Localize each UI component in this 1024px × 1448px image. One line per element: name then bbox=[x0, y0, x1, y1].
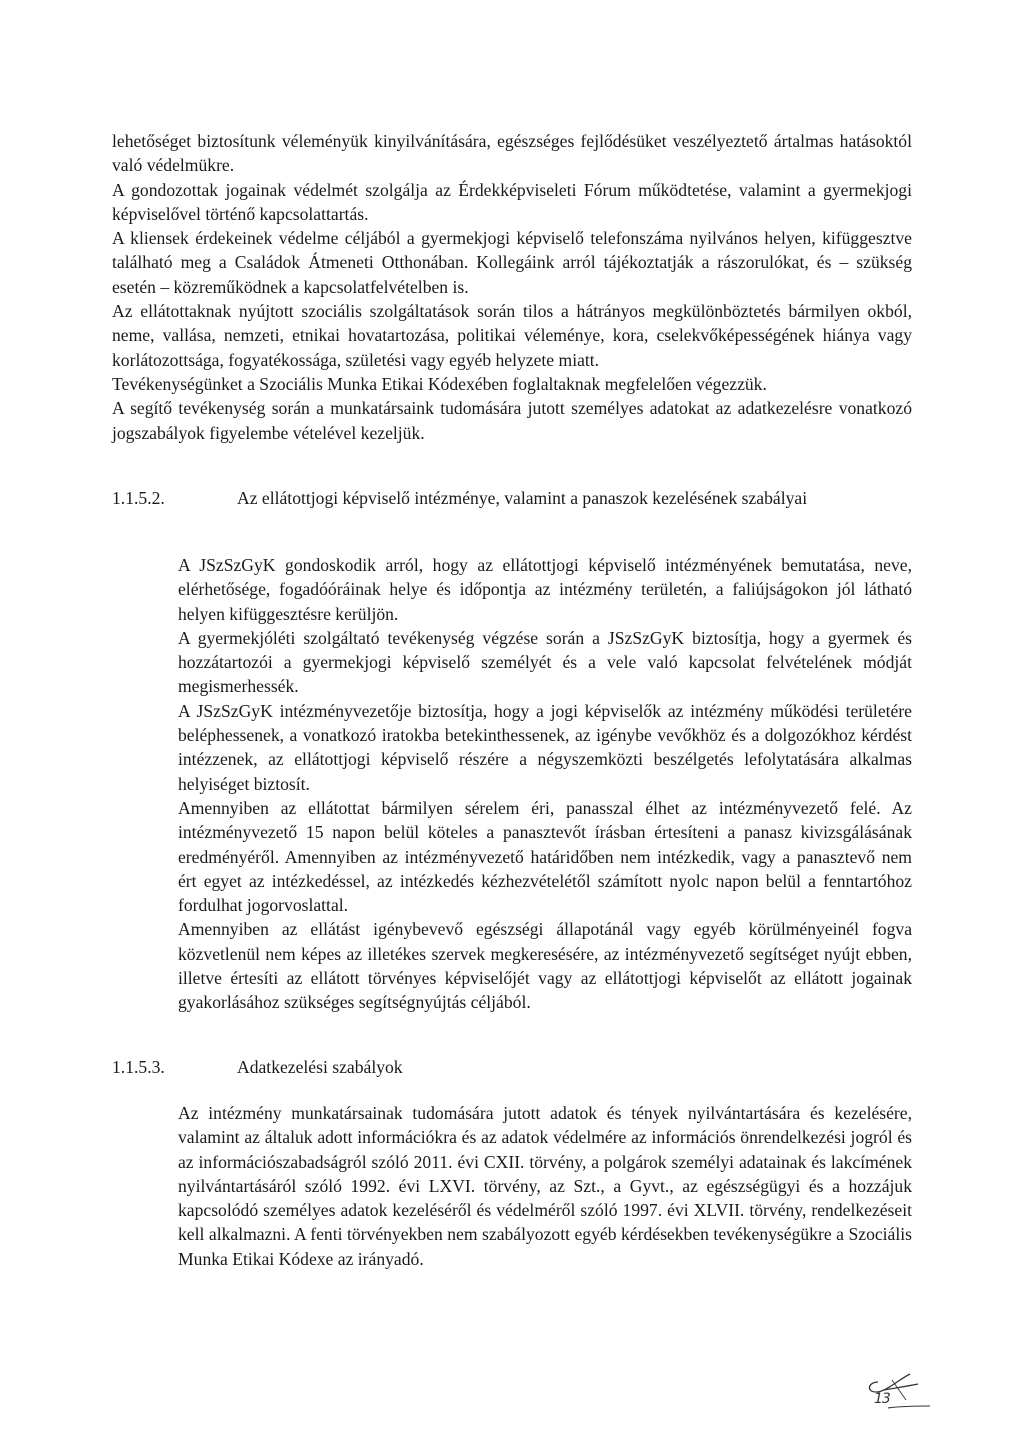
intro-paragraph: A kliensek érdekeinek védelme céljából a gyermekjogi képviselő telefonszáma nyilvános helyen, kifüggesztve található meg a Családok Átmeneti Otthonában. Kollegáink arról tájékoztatják a rászorulókat, és – szükség esetén – közreműködnek a kapcsolatfelvételben is. bbox=[112, 228, 912, 297]
intro-text bbox=[112, 129, 912, 445]
section-paragraph: Amennyiben az ellátottat bármilyen sérelem éri, panasszal élhet az intézményvezető felé. Az intézményvezető 15 napon belül köteles a panasztevőt írásban értesíteni a panasz kivizsgálásának eredményéről. Amennyiben az intézményvezető határidőben nem intézkedik, vagy a panasztevő nem ért egyet az intézkedéssel, az intézkedés kézhezvételétől számított nyolc napon belül a fenntartóhoz fordulhat jogorvoslattal. bbox=[178, 797, 912, 916]
section-body-1153 bbox=[178, 1101, 912, 1271]
section-paragraph: A gyermekjóléti szolgáltató tevékenység végzése során a JSzSzGyK biztosítja, hogy a gyermek és hozzátartozói a gyermekjogi képviselő személyét és a vele való kapcsolat felvételének módját megismerhessék. bbox=[178, 627, 912, 697]
intro-paragraph: Az ellátottaknak nyújtott szociális szolgáltatások során tilos a hátrányos megkülönböztetés bármilyen okból, neme, vallása, nemzeti, etnikai hovatartozása, politikai véleménye, kora, cselekvőképességének hiánya vagy korlátozottsága, fogyatékossága, születési vagy egyéb helyzete miatt. bbox=[112, 301, 912, 370]
intro-paragraph: Tevékenységünket a Szociális Munka Etikai Kódexében foglaltaknak megfelelően végezzük. bbox=[112, 373, 767, 394]
intro-paragraph: lehetőséget biztosítunk véleményük kinyilvánítására, egészséges fejlődésüket veszélyeztető ártalmas hatásoktól való védelmükre. bbox=[112, 131, 912, 176]
handwritten-signature-icon bbox=[858, 1360, 938, 1420]
section-number: 1.1.5.2. bbox=[112, 488, 165, 508]
section-title: Adatkezelési szabályok bbox=[237, 1057, 403, 1077]
section-body-1152 bbox=[178, 553, 912, 1015]
section-title: Az ellátottjogi képviselő intézménye, valamint a panaszok kezelésének szabályai bbox=[237, 488, 808, 508]
intro-paragraph: A segítő tevékenység során a munkatársaink tudomására jutott személyes adatokat az adatkezelésre vonatkozó jogszabályok figyelembe vételével kezeljük. bbox=[112, 398, 912, 443]
intro-paragraph: A gondozottak jogainak védelmét szolgálja az Érdekképviseleti Fórum működtetése, valamint a gyermekjogi képviselővel történő kapcsolattartás. bbox=[112, 179, 912, 224]
section-paragraph: Az intézmény munkatársainak tudomására jutott adatok és tények nyilvántartására és kezelésére, valamint az általuk adott információkra és az adatok védelmére az információs önrendelkezési jogról és az információszabadságról szóló 2011. évi CXII. törvény, a polgárok személyi adatainak és lakcímének nyilvántartásáról szóló 1992. évi LXVI. törvény, az Szt., a Gyvt., az egészségügyi és a hozzájuk kapcsolódó személyes adatok kezeléséről és védelméről szóló 1997. évi XLVII. törvény, rendelkezéseit kell alkalmazni. A fenti törvényekben nem szabályozott egyéb kérdésekben tevékenységükre a Szociális Munka Etikai Kódexe az irányadó. bbox=[178, 1103, 912, 1269]
section-paragraph: A JSzSzGyK intézményvezetője biztosítja, hogy a jogi képviselők az intézmény működési területére beléphessenek, a vonatkozó iratokba betekinthessenek, az igénybe vevőkhöz és a dolgozókhoz kérdést intézzenek, az ellátottjogi képviselő részére a négyszemközti beszélgetés lefolytatására alkalmas helyiséget biztosít. bbox=[178, 700, 912, 794]
section-paragraph: Amennyiben az ellátást igénybevevő egészségi állapotánál vagy egyéb körülményeinél fogva közvetlenül nem képes az illetékes szervek megkeresésére, az intézményvezető segítséget nyújt ebben, illetve értesíti az ellátott törvényes képviselőjét vagy az ellátottjogi képviselőt az ellátott jogainak gyakorlásához szükséges segítségnyújtás céljából. bbox=[178, 919, 912, 1013]
section-number: 1.1.5.3. bbox=[112, 1057, 165, 1077]
section-paragraph: A JSzSzGyK gondoskodik arról, hogy az ellátottjogi képviselő intézményének bemutatása, neve, elérhetősége, fogadóóráinak helye és időpontja az intézmény területén, a faliújságokon jól látható helyen kifüggesztésre kerüljön. bbox=[178, 555, 912, 624]
page-number: 13 bbox=[874, 1391, 890, 1407]
